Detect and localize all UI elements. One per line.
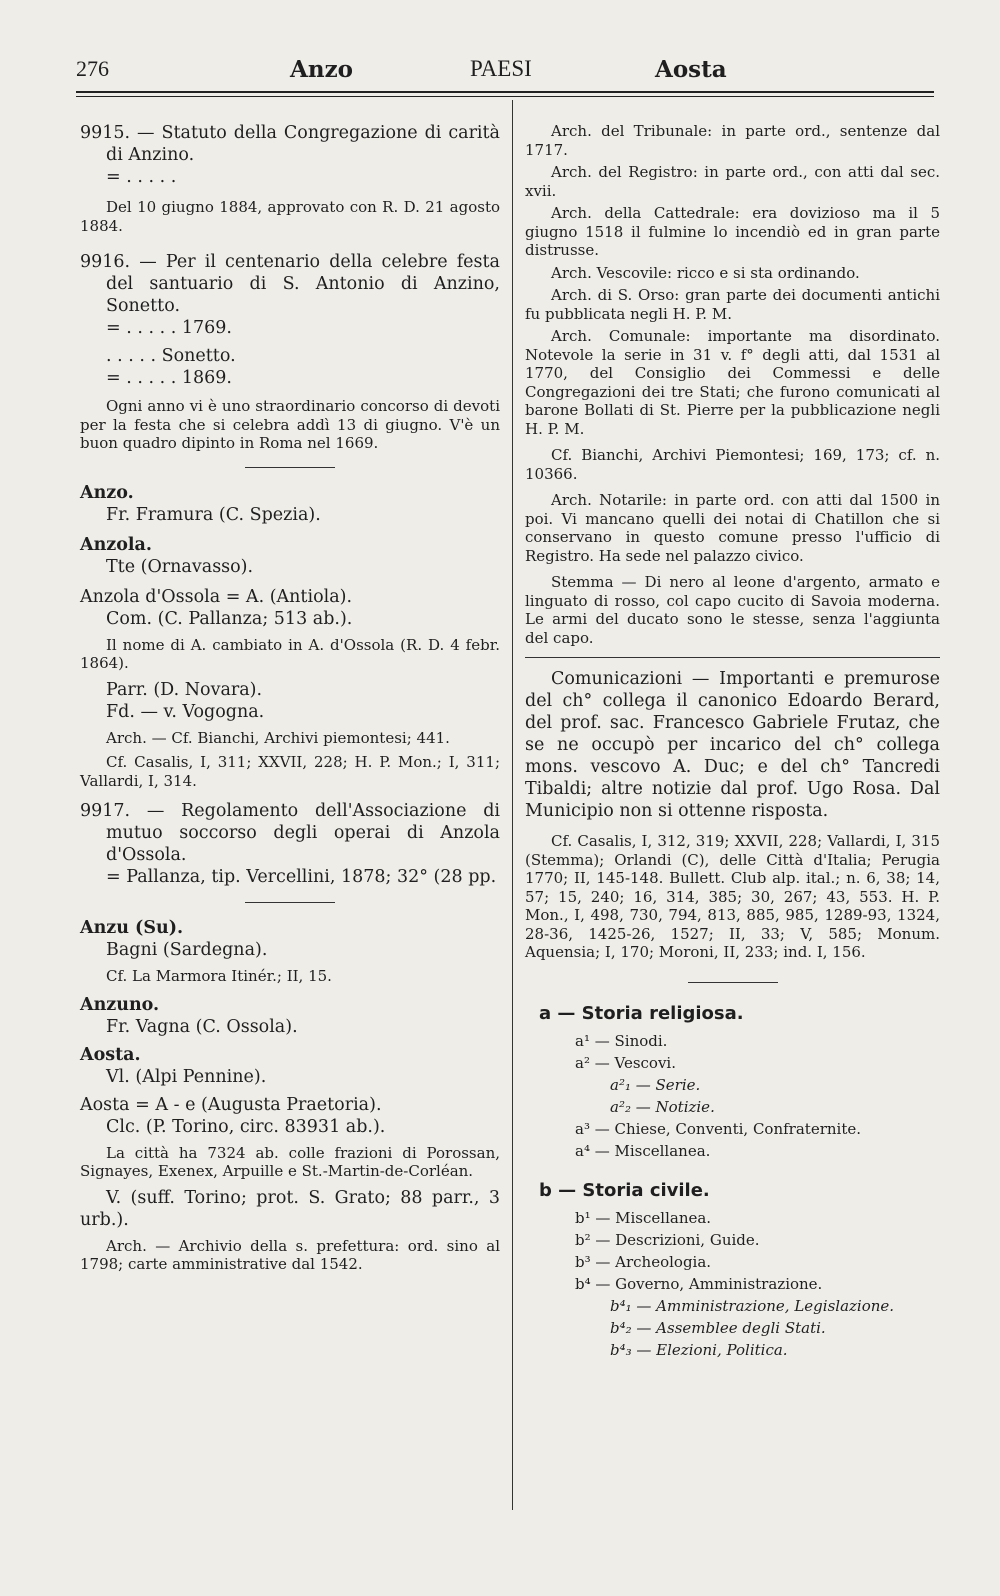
- toc-religiosa: [525, 1030, 940, 1162]
- place-anzola-ossola: Anzola d'Ossola = A. (Antiola).: [80, 586, 353, 607]
- cf-ref: Cf. Casalis, I, 311; XXVII, 228; H. P. Mon.; I, 311; Vallardi, I, 314.: [80, 753, 500, 790]
- page-number: 276: [76, 56, 109, 81]
- section-storia-religiosa: a — Storia religiosa.: [539, 1002, 744, 1024]
- place-anzo-line: Fr. Framura (C. Spezia).: [106, 504, 321, 525]
- arch-cattedrale: Arch. della Cattedrale: era dovizioso ma il 5 giugno 1518 il fulmine lo incendiò ed in gran parte distrusse.: [525, 204, 940, 259]
- stemma: Stemma — Di nero al leone d'argento, armato e linguato di rosso, col capo cucito di Savoia moderna. Le armi del ducato sono le stesse, senza l'aggiunta del capo.: [525, 573, 940, 647]
- entry-9915: 9915. — Statuto della Congregazione di carità di Anzino.: [80, 123, 500, 165]
- place-anzola-line: Tte (Ornavasso).: [106, 556, 254, 577]
- arch-tribunale: Arch. del Tribunale: in parte ord., sentenze dal 1717.: [525, 122, 940, 159]
- toc-civile: [525, 1207, 940, 1361]
- entry-9917: 9917. — Regolamento dell'Associazione di mutuo soccorso degli operai di Anzola d'Ossola.: [80, 801, 500, 865]
- toc-item: b⁴ — Governo, Amministrazione.: [575, 1274, 823, 1293]
- place-anzola-ossola-com: Com. (C. Pallanza; 513 ab.).: [106, 608, 353, 629]
- place-anzo: Anzo.: [80, 482, 134, 503]
- toc-item: b³ — Archeologia.: [575, 1252, 712, 1271]
- entry-9916: 9916. — Per il centenario della celebre festa del santuario di S. Antonio di Anzino, Sonetto.: [80, 252, 500, 316]
- place-aosta: Aosta.: [80, 1044, 141, 1065]
- place-aosta-eq: Aosta = A - e (Augusta Praetoria).: [80, 1094, 382, 1115]
- place-aosta-arch: Arch. — Archivio della s. prefettura: ord. sino al 1798; carte amministrative dal 1542.: [80, 1236, 500, 1273]
- parr: Parr. (D. Novara).: [106, 679, 263, 700]
- toc-item: b⁴₃ — Elezioni, Politica.: [610, 1340, 788, 1359]
- entry-9916-eq1: = . . . . . 1769.: [106, 318, 232, 338]
- place-anzu-line: Bagni (Sardegna).: [106, 940, 268, 960]
- separator: [688, 982, 778, 983]
- place-anzola-ossola-note: Il nome di A. cambiato in A. d'Ossola (R. D. 4 febr. 1864).: [80, 635, 500, 672]
- toc-item: b² — Descrizioni, Guide.: [575, 1230, 760, 1249]
- entry-9915-eq: = . . . . .: [106, 167, 177, 187]
- place-anzola: Anzola.: [80, 534, 152, 555]
- separator: [525, 657, 940, 658]
- section-storia-civile: b — Storia civile.: [539, 1179, 710, 1201]
- entry-9915-note: Del 10 giugno 1884, approvato con R. D. 21 agosto 1884.: [80, 198, 500, 235]
- entry-9916-sonetto: . . . . . Sonetto.: [106, 346, 236, 366]
- toc-item: b¹ — Miscellanea.: [575, 1208, 712, 1227]
- toc-item: b⁴₁ — Amministrazione, Legislazione.: [610, 1296, 895, 1315]
- comunicazioni: Comunicazioni — Importanti e premurose del ch° collega il canonico Edoardo Berard, del prof. sac. Francesco Gabriele Frutaz, che se ne occupò per incarico del ch° collega mons. vescovo A. Duc; e del ch° Tancredi Tibaldi; altre notizie dal prof. Ugo Rosa. Dal Municipio non si ottenne risposta.: [525, 669, 940, 821]
- entry-9917-eq: = Pallanza, tip. Vercellini, 1878; 32° (28 pp.: [106, 867, 497, 887]
- place-aosta-note: La città ha 7324 ab. colle frazioni di Porossan, Signayes, Exenex, Arpuille e St.-Martin-de-Corléan.: [80, 1143, 500, 1180]
- toc-item: a⁴ — Miscellanea.: [575, 1141, 711, 1160]
- arch-ref: Arch. — Cf. Bianchi, Archivi piemontesi; 441.: [106, 728, 450, 747]
- arch-comunale: Arch. Comunale: importante ma disordinato. Notevole la serie in 31 v. f° degli atti, dal 1531 al 1770, del Consiglio dei Commessi e delle Congregazioni dei tre Stati; che furono comunicati al barone Bollati di St. Pierre per la pubblicazione negli H. P. M.: [525, 327, 940, 438]
- header-rule-bottom: [76, 96, 934, 97]
- cf-bianchi: Cf. Bianchi, Archivi Piemontesi; 169, 173; cf. n. 10366.: [525, 446, 940, 483]
- place-aosta-clc: Clc. (P. Torino, circ. 83931 ab.).: [106, 1116, 386, 1137]
- entry-9916-note: Ogni anno vi è uno straordinario concorso di devoti per la festa che si celebra addì 13 di giugno. V'è un buon quadro dipinto in Roma nel 1669.: [80, 397, 500, 452]
- place-anzu: Anzu (Su).: [80, 918, 184, 938]
- toc-item: a² — Vescovi.: [575, 1053, 676, 1072]
- running-head-right: Aosta: [655, 56, 727, 83]
- place-aosta-v: V. (suff. Torino; prot. S. Grato; 88 parr., 3 urb.).: [80, 1187, 500, 1230]
- separator: [245, 467, 335, 468]
- header-rule-top: [76, 91, 934, 93]
- right-column: [525, 122, 940, 1361]
- toc-item: a¹ — Sinodi.: [575, 1031, 668, 1050]
- place-anzu-cf: Cf. La Marmora Itinér.; II, 15.: [106, 967, 332, 985]
- entry-9916-eq2: = . . . . . 1869.: [106, 368, 232, 388]
- toc-item: a²₂ — Notizie.: [610, 1097, 715, 1116]
- bibliography: Cf. Casalis, I, 312, 319; XXVII, 228; Vallardi, I, 315 (Stemma); Orlandi (C), delle Città d'Italia; Perugia 1770; II, 145-148. Bullett. Club alp. ital.; n. 6, 38; 14, 57; 15, 240; 16, 314, 385; 30, 267; 43, 553. H. P. Mon., I, 498, 730, 794, 813, 885, 985, 1289-93, 1324, 28-36, 1425-26, 1527; II, 33; V, 585; Monum. Aquensia; I, 170; Moroni, II, 233; ind. I, 156.: [525, 832, 940, 961]
- toc-item: a²₁ — Serie.: [610, 1075, 701, 1094]
- toc-item: b⁴₂ — Assemblee degli Stati.: [610, 1318, 826, 1337]
- arch-registro: Arch. del Registro: in parte ord., con atti dal sec. xvii.: [525, 163, 940, 200]
- toc-item: a³ — Chiese, Conventi, Confraternite.: [575, 1119, 861, 1138]
- running-head-center: PAESI: [470, 56, 532, 81]
- left-column: [80, 122, 500, 1274]
- arch-notarile: Arch. Notarile: in parte ord. con atti dal 1500 in poi. Vi mancano quelli dei notai di Chatillon che si conservano in questo comune presso l'ufficio di Registro. Ha sede nel palazzo civico.: [525, 491, 940, 565]
- place-anzuno: Anzuno.: [80, 994, 160, 1015]
- arch-vescovile: Arch. Vescovile: ricco e si sta ordinando.: [551, 263, 860, 282]
- arch-s-orso: Arch. di S. Orso: gran parte dei documenti antichi fu pubblicata negli H. P. M.: [525, 286, 940, 323]
- running-head-left: Anzo: [290, 56, 353, 83]
- place-anzuno-line: Fr. Vagna (C. Ossola).: [106, 1016, 298, 1037]
- fd: Fd. — v. Vogogna.: [106, 701, 265, 722]
- place-aosta-line: Vl. (Alpi Pennine).: [106, 1066, 267, 1087]
- column-divider: [512, 100, 513, 1510]
- separator: [245, 902, 335, 903]
